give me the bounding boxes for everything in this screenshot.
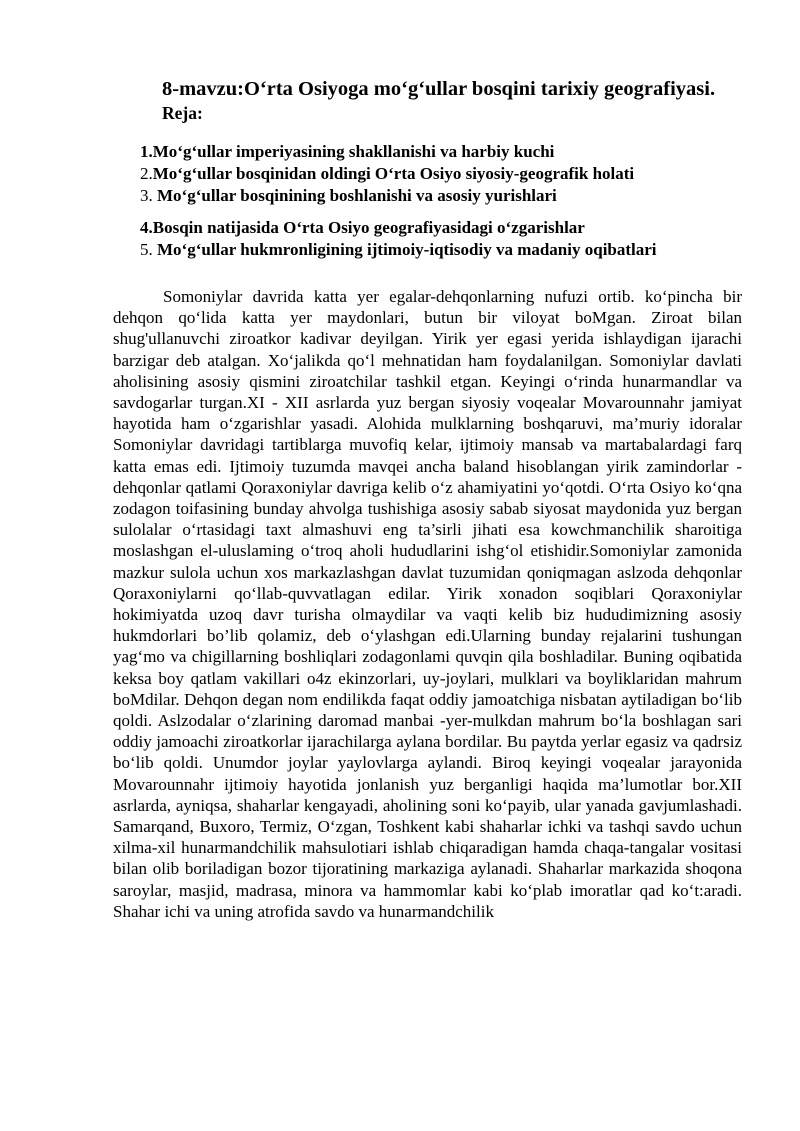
plan-item-number: 3. [140,186,157,205]
plan-item [140,217,780,239]
plan-item [140,239,780,261]
plan-heading: Reja: [162,103,203,123]
document-title: 8-mavzu:O‘rta Osiyoga mo‘g‘ullar bosqini tarixiy geografiyasi. [162,78,716,100]
plan-item-text: Mo‘g‘ullar bosqinining boshlanishi va asosiy yurishlari [157,186,557,205]
plan-item-text: Mo‘g‘ullar hukmronligining ijtimoiy-iqtisodiy va madaniy oqibatlari [157,240,657,259]
body-paragraph: Somoniylar davrida katta yer egalar-dehqonlarning nufuzi ortib. ko‘pincha bir dehqon qo‘lida katta yer maydonlari, butun bir viloyat boMgan. Ziroat bilan shug'ullanuvchi ziroatkor kadivar deyilgan. Yirik yer egasi yerida ishlaydigan ijarachi barzigar deb atalgan. Xo‘jalikda qo‘l mehnatidan ham foydalanilgan. Somoniylar davlati aholisining asosiy qismini ziroatchilar tashkil etgan. Keyingi o‘rinda hunarmandlar va savdogarlar turgan.XI - XII asrlarda yuz bergan siyosiy voqealar Movarounnahr jamiyat hayotida ham o‘zgarishlar yasadi. Alohida mulklarning boshqaruvi, ma’muriy idoralar Somoniylar davridagi tartiblarga muvofiq kelar, ijtimoiy mansab va martabalardagi farq katta emas edi. Ijtimoiy tuzumda mavqei ancha baland hisoblangan yirik zamindorlar - dehqonlar qatlami Qoraxoniylar davriga kelib o‘z ahamiyatini yo‘qotdi. O‘rta Osiyo ko‘qna zodagon toifasining bunday ahvolga tushishiga asosiy sabab siyosat maydonida yuz bergan sulolalar o‘rtasidagi taxt almashuvi eng ta’sirli jihati esa kowchmanchilik sharoitiga moslashgan el-uluslaming o‘troq aholi hududlarini ishg‘ol etishidir.Somoniylar zamonida mazkur sulola uchun xos markazlashgan davlat tuzumidan qoniqmagan aslzoda dehqonlar Qoraxoniylarni qo‘llab-quvvatlagan edilar. Yirik xonadon soqiblari Qoraxoniylar hokimiyatda uzoq davr turisha olmaydilar va vaqti kelib biz hududimizning asosiy hukmdorlari bo’lib qolamiz, deb o‘ylashgan edi.Ularning bunday rejalarini tushungan yag‘mo va chigillarning boshliqlari zodagonlami quvqin qila boshladilar. Buning oqibatida keksa boy qatlam vakillari o4z ekinzorlari, uy-joylari, mulklari va boyliklaridan mahrum boMdilar. Dehqon degan nom endilikda faqat oddiy jamoatchiga nisbatan aytiladigan bo‘lib qoldi. Aslzodalar o‘zlarining daromad manbai -yer-mulkdan mahrum bo‘la boshlagan sari oddiy jamoachi ziroatkorlar ijarachilarga aylana bordilar. Bu paytda yerlar egasiz va qadrsiz bo‘lib qoldi. Unumdor joylar yaylovlarga aylandi. Biroq keyingi voqealar jarayonida Movarounnahr ijtimoiy hayotida jonlanish yuz berganligi haqida ma’lumotlar bor.XII asrlarda, ayniqsa, shaharlar kengayadi, aholining soni ko‘payib, ular yanada gavjumlashadi. Samarqand, Buxoro, Termiz, O‘zgan, Toshkent kabi shaharlar ichki va tashqi savdo uchun xilma-xil hunarmandchilik mahsulotiari ishlab chiqaradigan hamda chaqa-tangalar vositasi bilan olib boriladigan bozor tijoratining markaziga aylanadi. Shaharlar markazida shoqona saroylar, masjid, madrasa, minora va hammomlar kabi ko‘plab imoratlar qad ko‘t:aradi. Shahar ichi va uning atrofida savdo va hunarmandchilik [113,287,742,921]
plan-item-number: 2. [140,164,153,183]
plan-item-number: 1. [140,142,153,161]
plan-item [140,141,780,163]
plan-item-number: 5. [140,240,157,259]
plan-item-text: Bosqin natijasida O‘rta Osiyo geografiyasidagi o‘zgarishlar [152,218,585,237]
plan-item-text: Mo‘g‘ullar imperiyasining shakllanishi va harbiy kuchi [152,142,555,161]
plan-list [140,141,780,261]
plan-item [140,163,780,185]
plan-item-number: 4. [140,218,153,237]
plan-item [140,185,780,207]
plan-item-text: Mo‘g‘ullar bosqinidan oldingi O‘rta Osiyo siyosiy-geografik holati [152,164,635,183]
